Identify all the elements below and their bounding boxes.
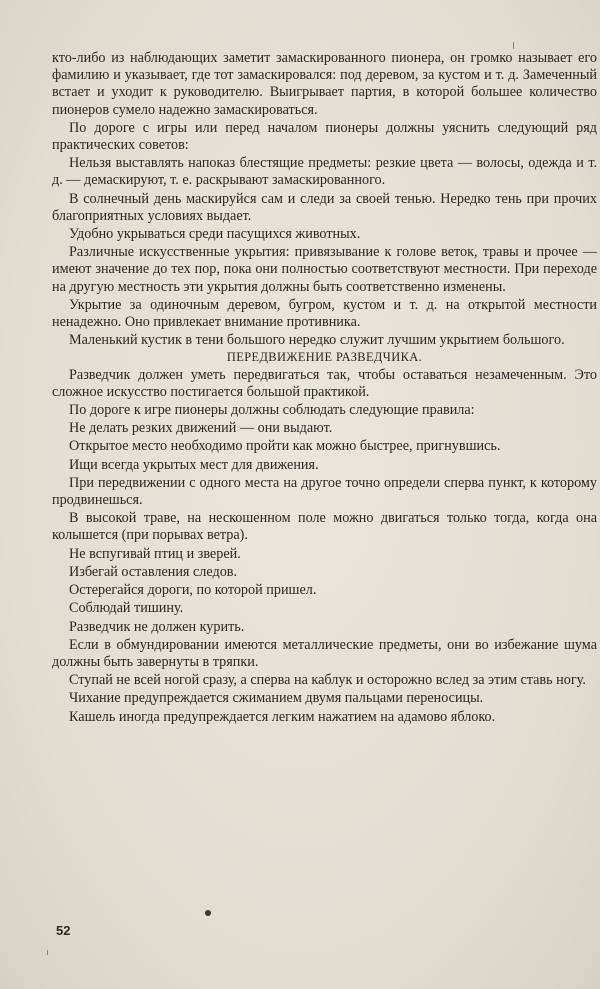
paragraph: Ступай не всей ногой сразу, а сперва на каблук и осторожно вслед за этим ставь ногу. [69,672,586,689]
paragraph: Разведчик не должен курить. [69,618,245,635]
paragraph: В солнечный день маскируйся сам и следи за своей тенью. Нередко тень при прочих благоприятных условиях выдает. [52,190,597,224]
paragraph: Ищи всегда укрытых мест для движения. [69,456,319,473]
section-heading: ПЕРЕДВИЖЕНИЕ РАЗВЕДЧИКА. [226,350,423,365]
paragraph: Открытое место необходимо пройти как можно быстрее, пригнувшись. [69,438,501,455]
paragraph: кто-либо из наблюдающих заметит замаскированного пионера, он громко называет его фамилию и указывает, где тот замаскировался: под деревом, за кустом и т. д. Замеченный встает и уходит к руководителю. Выигрывает партия, в которой большее количество пионеров сумело надежно замаскироваться. [52,50,597,118]
paragraph: Чихание предупреждается сжиманием двумя пальцами переносицы. [69,690,484,707]
paragraph: Кашель иногда предупреждается легким нажатием на адамово яблоко. [69,708,496,725]
paragraph: Избегай оставления следов. [69,563,238,580]
paragraph: При передвижении с одного места на другое точно определи сперва пункт, к которому продвинешься. [52,474,597,509]
paper-speck [513,42,514,49]
paragraph: В высокой траве, на нескошенном поле можно двигаться только тогда, когда она колышется (при порывах ветра). [52,510,597,544]
paragraph: Нельзя выставлять напоказ блестящие предметы: резкие цвета — волосы, одежда и т. д. — демаскируют, т. е. раскрывают замаскированного. [52,155,597,189]
paragraph: Остерегайся дороги, по которой пришел. [69,582,317,599]
paragraph: Не делать резких движений — они выдают. [69,420,333,437]
text-block-bottom [52,367,597,726]
ink-spot [205,910,211,916]
page-text [52,50,597,726]
page-number: 52 [56,923,71,938]
paragraph: Если в обмундировании имеются металлические предметы, они во избежание шума должны быть завернуты в тряпки. [52,636,597,670]
paragraph: По дороге к игре пионеры должны соблюдать следующие правила: [69,402,475,419]
paragraph: Соблюдай тишину. [69,600,184,617]
paragraph: Различные искусственные укрытия: привязывание к голове веток, травы и прочее — имеют значение до тех пор, пока они полностью соответствуют местности. При переходе на другую местность эти укрытия должны быть соответственно изменены. [52,244,597,295]
text-block-top [52,50,597,349]
paper-speck [47,950,48,955]
paragraph: По дороге с игры или перед началом пионеры должны уяснить следующий ряд практических советов: [52,119,597,154]
paragraph: Укрытие за одиночным деревом, бугром, кустом и т. д. на открытой местности ненадежно. Оно привлекает внимание противника. [52,296,597,331]
paragraph: Удобно укрываться среди пасущихся животных. [69,226,361,243]
paragraph: Разведчик должен уметь передвигаться так, чтобы оставаться незамеченным. Это сложное искусство постигается большой практикой. [52,366,597,400]
paragraph: Не вспугивай птиц и зверей. [69,545,241,562]
paragraph: Маленький кустик в тени большого нередко служит лучшим укрытием большого. [69,332,565,349]
